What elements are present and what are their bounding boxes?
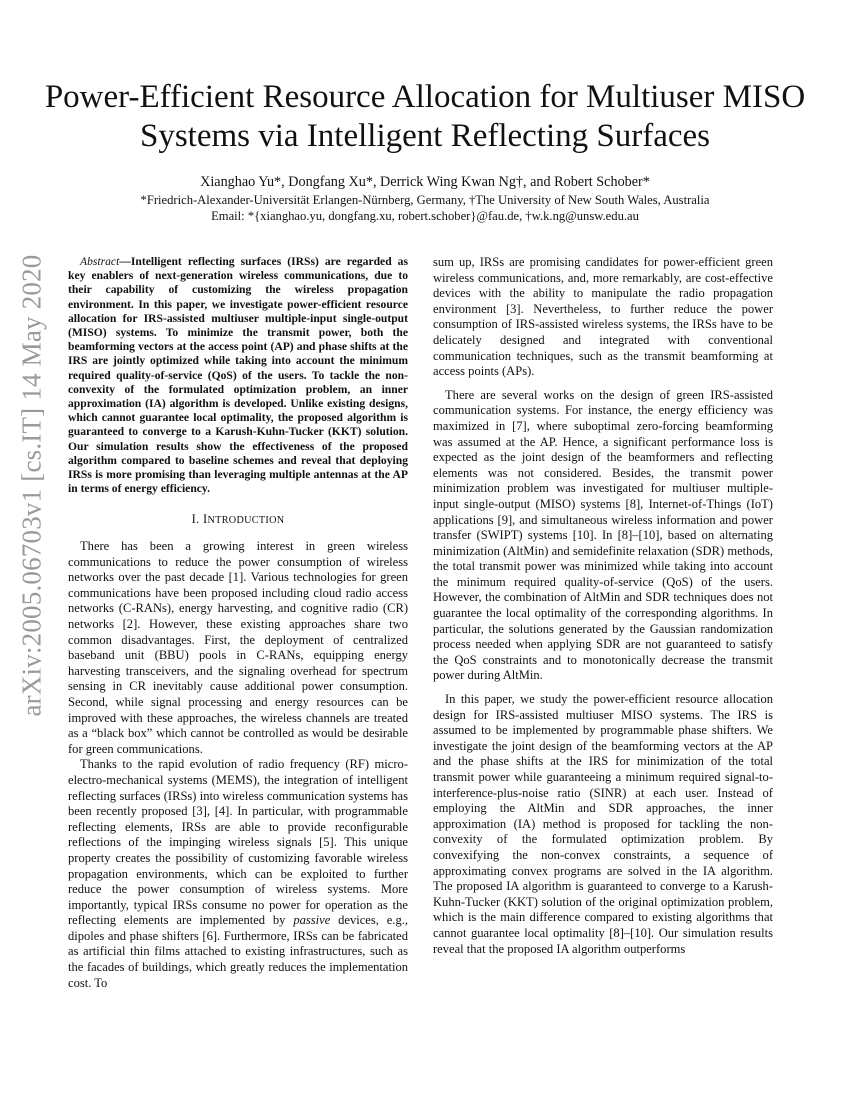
left-column bbox=[68, 255, 408, 991]
section-title-rest: NTRODUCTION bbox=[207, 515, 285, 527]
arxiv-stamp-text: arXiv:2005.06703v1 [cs.IT] 14 May 2020 bbox=[16, 253, 47, 717]
section-number: I. bbox=[191, 512, 200, 527]
italic-passive: passive bbox=[293, 913, 331, 928]
author-list: Xianghao Yu*, Dongfang Xu*, Derrick Wing Kwan Ng†, and Robert Schober* bbox=[200, 174, 650, 190]
right-paragraph-1: sum up, IRSs are promising candidates for power-efficient green wireless communications, and, more remarkably, are cost-effective devices with the ability to manipulate the radio propagation environment [3]. Nevertheless, to further reduce the power consumption of IRS-assisted wireless systems, the IRSs have to be delicately designed and integrated with conventional communication techniques, such as the transmit beamforming at access points (APs). bbox=[433, 255, 773, 379]
abstract-label: Abstract bbox=[80, 255, 120, 268]
paper-title: Power-Efficient Resource Allocation for Multiuser MISO Systems via Intelligent Reflecting Surfaces bbox=[44, 79, 806, 154]
intro-paragraph-2-tail: devices, e.g., dipoles and phase shifters [6]. Furthermore, IRSs can be fabricated as artificial thin films attached to existing infrastructures, such as the facades of buildings, which greatly reduces the implementation cost. To bbox=[68, 913, 408, 990]
section-title-initial: I bbox=[203, 512, 208, 527]
affiliations: *Friedrich-Alexander-Universität Erlangen-Nürnberg, Germany, †The University of New South Wales, Australia bbox=[140, 193, 710, 207]
right-paragraph-3: In this paper, we study the power-efficient resource allocation design for IRS-assisted multiuser MISO systems. The IRS is assumed to be implemented by programmable phase shifters. We investigate the joint design of the beamforming vectors at the AP and the phase shifts at the IRS for minimization of the total transmit power while guaranteeing a minimum required signal-to-interference-plus-noise ratio (SINR) at each user. Instead of employing the AltMin and SDR approaches, the inner approximation (IA) method is proposed for tackling the non-convexity of the formulated optimization problem. By convexifying the non-convex constraints, a sequence of approximating convex programs are solved in the IA algorithm. The proposed IA algorithm is guaranteed to converge to a Karush-Kuhn-Tucker (KKT) solution of the original optimization problem, which is the main difference compared to existing algorithms that cannot guarantee local optimality [8]–[10]. Our simulation results reveal that the proposed IA algorithm outperforms bbox=[433, 692, 773, 956]
abstract-text: —Intelligent reflecting surfaces (IRSs) are regarded as key enablers of next-generation wireless communications, due to their capability of customizing the wireless propagation environment. In this paper, we investigate power-efficient resource allocation for IRS-assisted multiuser multiple-input single-output (MISO) systems. To minimize the transmit power, both the beamforming vectors at the access point (AP) and phase shifts at the IRS are jointly optimized while taking into account the minimum required quality-of-service (QoS) of the users. To tackle the non-convexity of the formulated optimization problem, an inner approximation (IA) algorithm is developed. Unlike existing designs, which cannot guarantee local optimality, the proposed algorithm is guaranteed to converge to a Karush-Kuhn-Tucker (KKT) solution. Our simulation results show the effectiveness of the proposed algorithm compared to baseline schemes and reveal that deploying IRSs is more promising than leveraging multiple antennas at the AP in terms of energy efficiency. bbox=[68, 255, 408, 496]
intro-paragraph-1: There has been a growing interest in green wireless communications to reduce the power consumption of wireless networks over the past decade [1]. Various technologies for green communications have been proposed including cloud radio access networks (C-RANs), energy harvesting, and cognitive radio (CR) networks [2]. However, these existing approaches share two common disadvantages. First, the deployment of centralized baseband unit (BBU) pools in C-RANs, equipping energy harvesting transceivers, and the signaling overhead for spectrum sensing in CR inevitably cause additional power consumption. Second, while signal processing and energy resources can be improved with these approaches, the wireless channels are treated as a “black box” which cannot be controlled as would be desirable for green communications. bbox=[68, 539, 408, 756]
right-column bbox=[433, 255, 773, 957]
intro-paragraph-2-text: Thanks to the rapid evolution of radio frequency (RF) micro-electro-mechanical systems (MEMS), the integration of intelligent reflecting surfaces (IRSs) into wireless communication systems has been recently proposed [3], [4]. In particular, with programmable reflecting elements, IRSs are able to provide reconfigurable reflections of the impinging wireless signals [5]. This unique property creates the possibility of customizing favorable wireless propagation environments, which can be exploited to further reduce the power consumption of wireless systems. More importantly, typical IRSs consume no power for operation as the reflecting elements are implemented by bbox=[68, 757, 408, 928]
section-heading-introduction bbox=[68, 512, 408, 529]
arxiv-stamp bbox=[6, 253, 58, 717]
intro-paragraph-2 bbox=[68, 757, 408, 991]
abstract bbox=[68, 255, 408, 496]
right-paragraph-2: There are several works on the design of green IRS-assisted communication systems. For instance, the energy efficiency was maximized in [7], where suboptimal zero-forcing beamforming was assumed at the AP. Hence, a significant performance loss is expected as the joint design of the beamformers and reflecting elements was not considered. Besides, the transmit power minimization problem was investigated for multiuser multiple-input single-output (MISO) systems [8], Internet-of-Things (IoT) applications [9], and simultaneous wireless information and power transfer (SWIPT) systems [10]. In [8]–[10], based on alternating minimization (AltMin) and semidefinite relaxation (SDR) methods, the total transmit power was minimized while taking into account the minimum required quality-of-service (QoS) of the users. However, the combination of AltMin and SDR techniques does not guarantee the local optimality of the corresponding algorithms. In particular, the solutions generated by the Gaussian randomization process needed when applying SDR are not guaranteed to satisfy the QoS constraints and to monotonically decrease the transmit power during AltMin. bbox=[433, 387, 773, 683]
author-emails: Email: *{xianghao.yu, dongfang.xu, robert.schober}@fau.de, †w.k.ng@unsw.edu.au bbox=[211, 209, 639, 223]
